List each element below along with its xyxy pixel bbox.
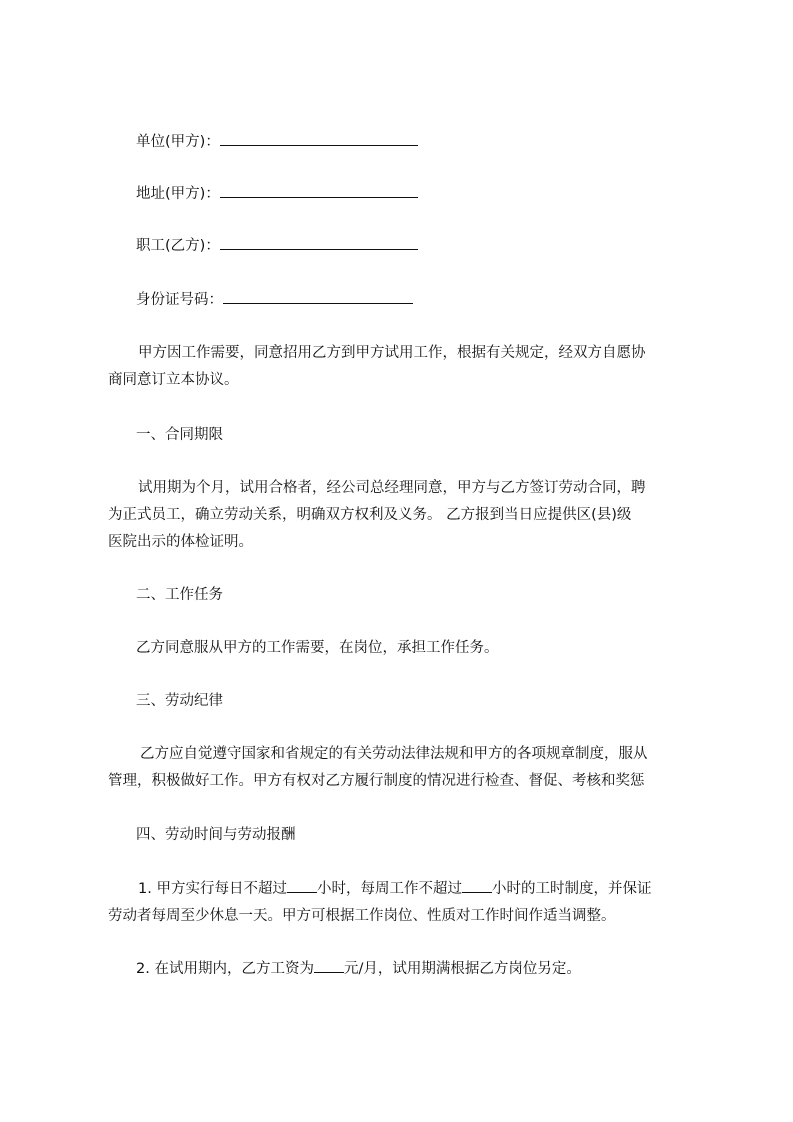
section-4-item-1-line-2: 劳动者每周至少休息一天。甲方可根据工作岗位、性质对工作时间作适当调整。 xyxy=(108,908,616,924)
section-4-item-2 xyxy=(136,956,581,982)
section-1-line-2: 为正式员工，确立劳动关系，明确双方权利及义务。 乙方报到当日应提供区(县)级 xyxy=(108,507,632,523)
id-blank[interactable] xyxy=(223,287,413,304)
id-label: 身份证号码： xyxy=(136,292,223,308)
weekly-hours-blank[interactable] xyxy=(462,876,492,893)
employee-field xyxy=(136,233,418,259)
employee-blank[interactable] xyxy=(220,233,418,250)
id-field xyxy=(136,287,413,313)
section-1-heading: 一、合同期限 xyxy=(136,427,223,443)
section-1-line-1: 试用期为个月，试用合格者，经公司总经理同意，甲方与乙方签订劳动合同，聘 xyxy=(138,480,646,496)
item-1-text-b: 小时，每周工作不超过 xyxy=(316,881,462,897)
section-2-heading: 二、工作任务 xyxy=(136,587,223,603)
section-2-line-1: 乙方同意服从甲方的工作需要，在岗位，承担工作任务。 xyxy=(136,640,499,656)
item-2-text-b: 元/月，试用期满根据乙方岗位另定。 xyxy=(343,961,581,977)
unit-label: 单位(甲方)： xyxy=(136,134,220,150)
unit-field xyxy=(136,129,418,155)
employee-label: 职工(乙方)： xyxy=(136,238,220,254)
item-2-text-a: 2. 在试用期内，乙方工资为 xyxy=(136,961,314,977)
address-blank[interactable] xyxy=(220,181,418,198)
section-4-item-1 xyxy=(138,876,651,902)
daily-hours-blank[interactable] xyxy=(287,876,317,893)
section-3-line-2: 管理，积极做好工作。甲方有权对乙方履行制度的情况进行检查、督促、考核和奖惩 xyxy=(108,773,645,789)
section-3-line-1: 乙方应自觉遵守国家和省规定的有关劳动法律法规和甲方的各项规章制度，服从 xyxy=(140,746,648,762)
salary-blank[interactable] xyxy=(314,956,344,973)
section-3-heading: 三、劳动纪律 xyxy=(136,693,223,709)
item-1-text-c: 小时的工时制度，并保证 xyxy=(491,881,652,897)
section-4-heading: 四、劳动时间与劳动报酬 xyxy=(136,827,296,843)
unit-blank[interactable] xyxy=(220,129,418,146)
address-label: 地址(甲方)： xyxy=(136,186,220,202)
intro-line-2: 商同意订立本协议。 xyxy=(108,372,239,388)
item-1-text-a: 1. 甲方实行每日不超过 xyxy=(138,881,287,897)
intro-line-1: 甲方因工作需要，同意招用乙方到甲方试用工作，根据有关规定，经双方自愿协 xyxy=(138,345,646,361)
section-1-line-3: 医院出示的体检证明。 xyxy=(108,534,253,550)
address-field xyxy=(136,181,418,207)
